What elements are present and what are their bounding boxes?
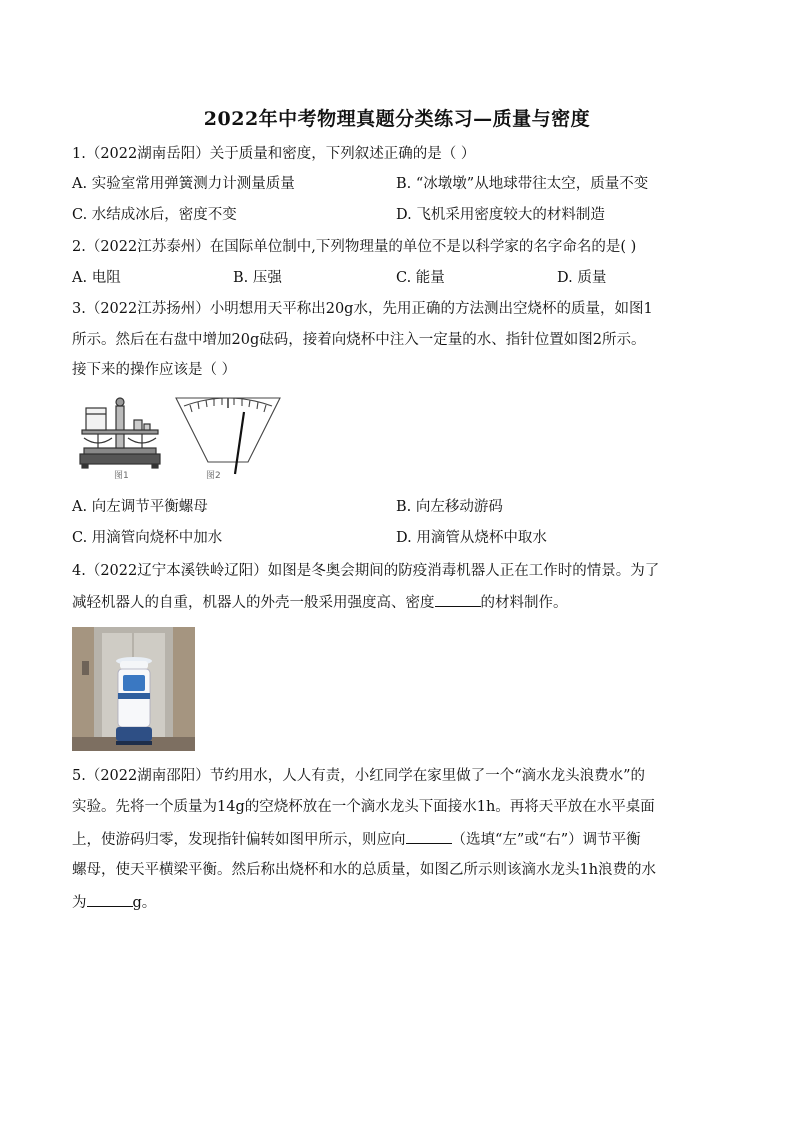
balance-and-pointer-figure [72,392,284,482]
question-4-text-before-blank: 减轻机器人的自重，机器人的外壳一般采用强度高、密度 [72,595,435,611]
question-1-option-d: D. 飞机采用密度较大的材料制造 [396,207,605,223]
question-5-answer-blank-1 [406,829,452,844]
question-5-text-after-blank-1: （选填“左”或“右”）调节平衡 [451,832,641,848]
question-4-line-1: 4.（2022辽宁本溪铁岭辽阳）如图是冬奥会期间的防疫消毒机器人正在工作时的情景。为了 [72,563,660,579]
question-5-line-3 [72,829,641,850]
question-3-option-b: B. 向左移动游码 [396,499,503,515]
question-2-option-d: D. 质量 [557,270,607,286]
question-3-option-c: C. 用滴管向烧杯中加水 [72,530,223,546]
question-3-line-2: 所示。然后在右盘中增加20g砝码，接着向烧杯中注入一定量的水、指针位置如图2所示。 [72,332,646,348]
question-4-answer-blank [435,592,481,607]
disinfection-robot-photo [72,627,195,751]
question-3-line-3: 接下来的操作应该是（ ） [72,362,237,378]
question-2-option-c: C. 能量 [396,270,445,286]
question-4-line-2 [72,592,568,613]
pointer-dial-diagram [176,398,280,474]
question-5-text-before-blank-2: 为 [72,895,87,911]
question-5-line-4: 螺母，使天平横梁平衡。然后称出烧杯和水的总质量，如图乙所示则该滴水龙头1h浪费的水 [72,862,657,878]
balance-diagram [80,398,160,468]
question-2-stem: 2.（2022江苏泰州）在国际单位制中,下列物理量的单位不是以科学家的名字命名的是( ) [72,239,637,255]
question-5-line-5 [72,892,156,913]
question-5-line-1: 5.（2022湖南邵阳）节约用水，人人有责，小红同学在家里做了一个“滴水龙头浪费水”的 [72,768,646,784]
question-3-option-a: A. 向左调节平衡螺母 [72,499,208,515]
question-5-answer-blank-2 [87,892,133,907]
figure-2-label: 图2 [206,471,221,481]
question-3-option-d: D. 用滴管从烧杯中取水 [396,530,547,546]
question-1-option-a: A. 实验室常用弹簧测力计测量质量 [72,176,295,192]
question-1-option-b: B. “冰墩墩”从地球带往太空，质量不变 [396,176,649,192]
question-3-line-1: 3.（2022江苏扬州）小明想用天平称出20g水，先用正确的方法测出空烧杯的质量，如图1 [72,301,653,317]
question-1-stem: 1.（2022湖南岳阳）关于质量和密度，下列叙述正确的是（ ） [72,146,476,162]
question-1-option-c: C. 水结成冰后，密度不变 [72,207,237,223]
page-title: 2022年中考物理真题分类练习—质量与密度 [203,108,591,130]
question-4-text-after-blank: 的材料制作。 [480,595,568,611]
question-5-text-after-blank-2: g。 [132,895,157,911]
figure-1-label: 图1 [114,471,129,481]
question-5-line-2: 实验。先将一个质量为14g的空烧杯放在一个滴水龙头下面接水1h。再将天平放在水平桌面 [72,799,655,815]
question-2-option-b: B. 压强 [233,270,282,286]
question-5-text-before-blank-1: 上，使游码归零，发现指针偏转如图甲所示，则应向 [72,832,406,848]
question-2-option-a: A. 电阻 [72,270,121,286]
